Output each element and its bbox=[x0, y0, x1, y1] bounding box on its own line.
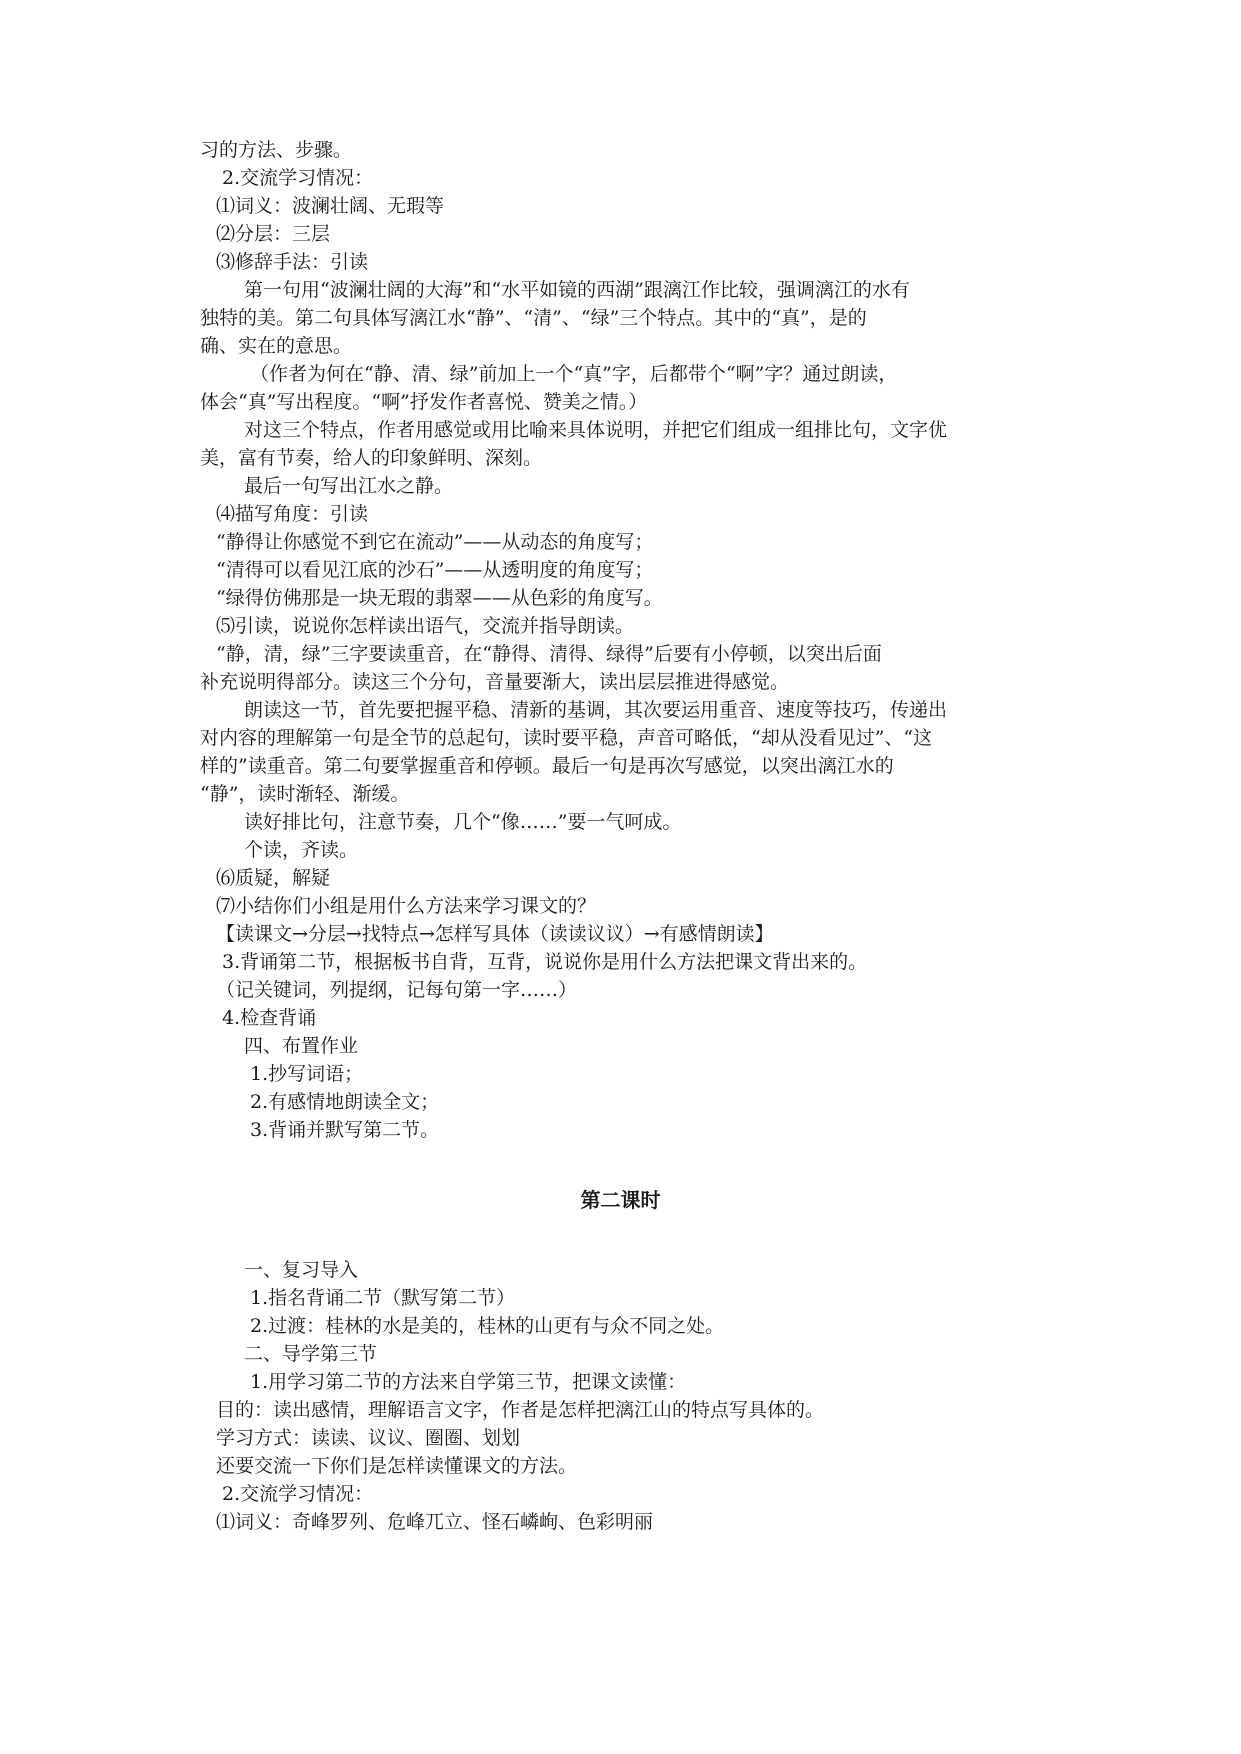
text-line: 独特的美。第二句具体写漓江水“静”、“清”、“绿”三个特点。其中的“真”，是的 bbox=[200, 307, 867, 329]
text-line: 目的：读出感情，理解语言文字，作者是怎样把漓江山的特点写具体的。 bbox=[216, 1399, 825, 1421]
text-line: ⑴词义：奇峰罗列、危峰兀立、怪石嶙峋、色彩明丽 bbox=[216, 1511, 654, 1533]
text-line: “静得让你感觉不到它在流动”——从动态的角度写； bbox=[216, 531, 654, 553]
text-line: 2.有感情地朗读全文； bbox=[244, 1091, 440, 1113]
text-line: “清得可以看见江底的沙石”——从透明度的角度写； bbox=[216, 559, 654, 581]
text-line: （作者为何在“静、清、绿”前加上一个“真”字，后都带个“啊”字？通过朗读， bbox=[244, 363, 898, 385]
text-line: 习的方法、步骤。 bbox=[200, 139, 353, 161]
text-line: 1.用学习第二节的方法来自学第三节，把课文读懂： bbox=[244, 1371, 687, 1393]
text-line: 还要交流一下你们是怎样读懂课文的方法。 bbox=[216, 1455, 578, 1477]
text-line: 读好排比句，注意节奏，几个“像……”要一气呵成。 bbox=[244, 811, 682, 833]
text-line: 2.交流学习情况： bbox=[216, 1483, 374, 1505]
text-line: 【读课文→分层→找特点→怎样写具体（读读议议）→有感情朗读】 bbox=[216, 923, 774, 945]
text-line: 2.交流学习情况： bbox=[216, 167, 374, 189]
text-line: 补充说明得部分。读这三个分句，音量要渐大，读出层层推进得感觉。 bbox=[200, 671, 790, 693]
text-line: 对内容的理解第一句是全节的总起句，读时要平稳，声音可略低，“却从没看见过”、“这 bbox=[200, 727, 933, 749]
text-line: 美，富有节奏，给人的印象鲜明、深刻。 bbox=[200, 447, 543, 469]
text-line: 体会“真”写出程度。“啊”抒发作者喜悦、赞美之情。） bbox=[200, 391, 648, 413]
text-line: 确、实在的意思。 bbox=[200, 335, 353, 357]
text-line: ⑹质疑，解疑 bbox=[216, 867, 331, 889]
text-line: 朗读这一节，首先要把握平稳、清新的基调，其次要运用重音、速度等技巧，传递出 bbox=[244, 699, 948, 721]
text-line: 3.背诵并默写第二节。 bbox=[244, 1119, 440, 1141]
text-line: 一、复习导入 bbox=[244, 1259, 359, 1281]
text-line: 对这三个特点，作者用感觉或用比喻来具体说明，并把它们组成一组排比句，文字优 bbox=[244, 419, 948, 441]
text-line: 4.检查背诵 bbox=[216, 1007, 317, 1029]
text-line: 最后一句写出江水之静。 bbox=[244, 475, 454, 497]
text-line: ⑶修辞手法：引读 bbox=[216, 251, 369, 273]
text-line: 第一句用“波澜壮阔的大海”和“水平如镜的西湖”跟漓江作比较，强调漓江的水有 bbox=[244, 279, 910, 301]
text-line: 四、布置作业 bbox=[244, 1035, 359, 1057]
text-line: 2.过渡：桂林的水是美的，桂林的山更有与众不同之处。 bbox=[244, 1315, 725, 1337]
text-line: 样的”读重音。第二句要掌握重音和停顿。最后一句是再次写感觉，以突出漓江水的 bbox=[200, 755, 894, 777]
text-line: ⑴词义：波澜壮阔、无瑕等 bbox=[216, 195, 445, 217]
text-line: “绿得仿佛那是一块无瑕的翡翠——从色彩的角度写。 bbox=[216, 587, 663, 609]
text-line: 学习方式：读读、议议、圈圈、划划 bbox=[216, 1427, 521, 1449]
text-line: ⑵分层：三层 bbox=[216, 223, 331, 245]
text-line: 3.背诵第二节，根据板书自背，互背，说说你是用什么方法把课文背出来的。 bbox=[216, 951, 868, 973]
text-line: 二、导学第三节 bbox=[244, 1343, 378, 1365]
text-line: 1.抄写词语； bbox=[244, 1063, 364, 1085]
text-line: ⑺小结你们小组是用什么方法来学习课文的？ bbox=[216, 895, 597, 917]
text-line: ⑸引读，说说你怎样读出语气，交流并指导朗读。 bbox=[216, 615, 635, 637]
section-title: 第二课时 bbox=[580, 1188, 661, 1212]
text-line: “静”，读时渐轻、渐缓。 bbox=[200, 783, 410, 805]
text-line: 1.指名背诵二节（默写第二节） bbox=[244, 1287, 516, 1309]
text-line: （记关键词，列提纲，记每句第一字……） bbox=[216, 979, 578, 1001]
text-line: ⑷描写角度：引读 bbox=[216, 503, 369, 525]
text-line: “静，清，绿”三字要读重音，在“静得、清得、绿得”后要有小停顿，以突出后面 bbox=[216, 643, 882, 665]
text-line: 个读，齐读。 bbox=[244, 839, 359, 861]
